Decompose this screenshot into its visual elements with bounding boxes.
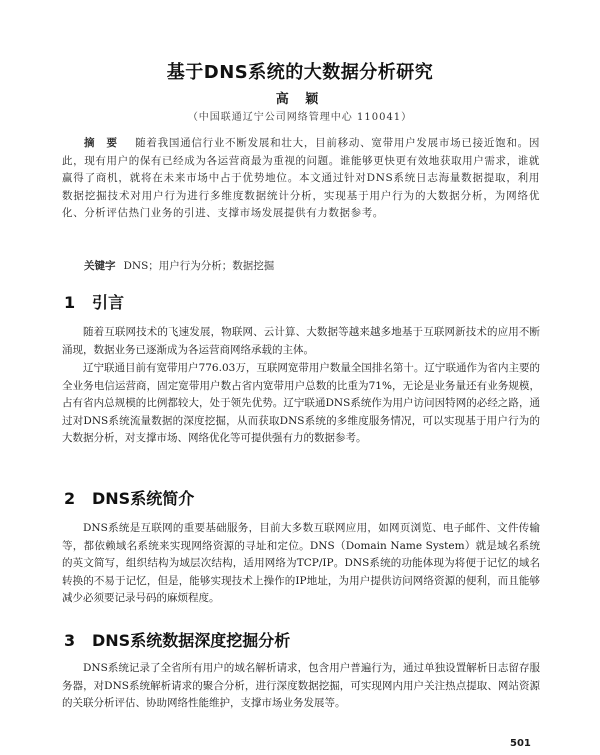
section-paragraph: 辽宁联通目前有宽带用户776.03万，互联网宽带用户数量全国排名第十。辽宁联通作为省内主要的全业务电信运营商，固定宽带用户数占省内宽带用户总数的比重为71%，无论是业务量还有业务规模，占有省内总规模的比例都较大，处于领先优势。辽宁联通DNS系统作为用户访问因特网的必经之路，通过对DNS系统流量数据的深度挖掘，从而获取DNS系统的多维度服务情况，可以实现基于用户行为的大数据分析，对支撑市场、网络优化等可提供强有力的数据参考。 (62, 362, 540, 445)
keywords-label: 关键字 (84, 260, 116, 272)
abstract-label: 摘 要 (84, 137, 122, 149)
section-title: DNS系统简介 (92, 489, 195, 508)
section-title: 引言 (92, 293, 125, 312)
author-name: 高 颖 (275, 92, 325, 107)
keywords (84, 258, 540, 273)
section-paragraph: 随着互联网技术的飞速发展，物联网、云计算、大数据等越来越多地基于互联网新技术的应用不断涌现，数据业务已逐渐成为各运营商网络承载的主体。 (62, 326, 540, 356)
abstract-text: 随着我国通信行业不断发展和壮大，目前移动、宽带用户发展市场已接近饱和。因此，现有用户的保有已经成为各运营商最为重视的问题。谁能够更快更有效地获取用户需求，谁就赢得了商机，就将在未来市场中占于优势地位。本文通过针对DNS系统日志海量数据提取，利用数据挖掘技术对用户行为进行多维度数据统计分析，实现基于用户行为的大数据分析，为网络优化、分析评估热门业务的引进、支撑市场发展提供有力数据参考。 (62, 137, 540, 220)
page-number: 501 (510, 738, 531, 749)
section-paragraph: DNS系统记录了全省所有用户的域名解析请求，包含用户普遍行为，通过单独设置解析日志留存服务器，对DNS系统解析请求的聚合分析，进行深度数据挖掘，可实现网内用户关注热点提取、网站资源的关联分析评估、协助网络性能维护，支撑市场业务发展等。 (62, 662, 540, 710)
section-paragraph: DNS系统是互联网的重要基础服务，目前大多数互联网应用，如网页浏览、电子邮件、文件传输等，都依赖域名系统来实现网络资源的寻址和定位。DNS（Domain Name System）就是域名系统的英文简写，组织结构为域层次结构，适用网络为TCP/IP。DNS系统的功能体现为将便于记忆的域名转换的不易于记忆，但是，能够实现技术上操作的IP地址，为用户提供访问网络资源的便利，而且能够减少必须要记录号码的麻烦程度。 (62, 522, 540, 605)
section-heading (64, 486, 194, 509)
section-number: 2 (64, 489, 76, 508)
abstract (62, 135, 540, 223)
paper-title: 基于DNS系统的大数据分析研究 (166, 62, 434, 83)
keywords-text: DNS；用户行为分析；数据挖掘 (123, 260, 275, 272)
section-heading (64, 290, 124, 313)
author-affiliation: （中国联通辽宁公司网络管理中心 110041） (187, 112, 413, 123)
section-number: 1 (64, 293, 76, 312)
section-heading (64, 628, 290, 651)
section-title: DNS系统数据深度挖掘分析 (92, 631, 291, 650)
section-number: 3 (64, 631, 76, 650)
